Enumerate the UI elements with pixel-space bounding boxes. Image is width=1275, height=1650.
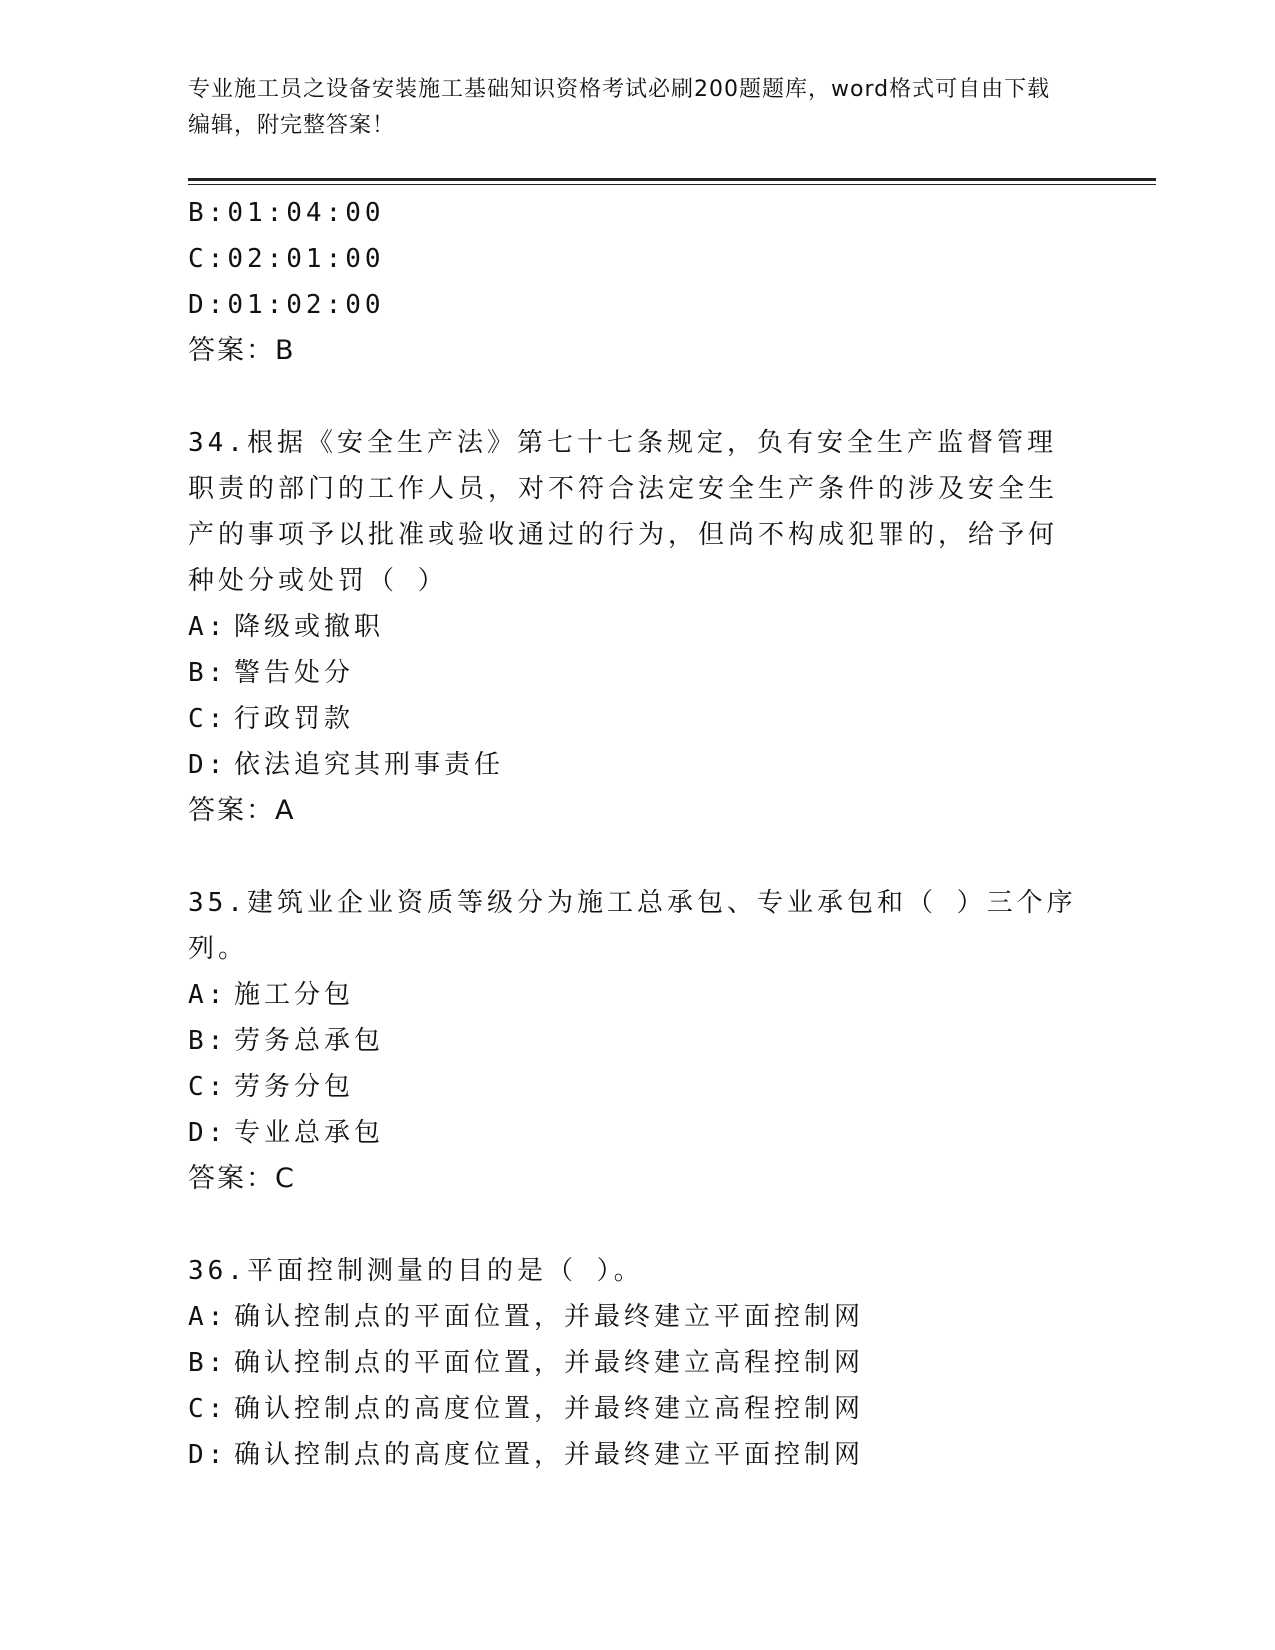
answer-line: 答案：A xyxy=(188,795,296,826)
option-d: D: 依法追究其刑事责任 xyxy=(188,750,505,780)
option-a: A: 降级或撤职 xyxy=(188,612,385,642)
option-b: B: 确认控制点的平面位置，并最终建立高程控制网 xyxy=(188,1348,865,1378)
question-stem: 36.平面控制测量的目的是（ ）。 xyxy=(188,1256,644,1286)
option-a: A: 确认控制点的平面位置，并最终建立平面控制网 xyxy=(188,1302,865,1332)
page-header: 专业施工员之设备安装施工基础知识资格考试必刷200题题库，word格式可自由下载编辑，附完整答案！ xyxy=(188,77,1051,138)
header-rule-thick xyxy=(188,178,1156,181)
question-34 xyxy=(188,420,1078,834)
option-c: C:02:01:00 xyxy=(188,244,385,274)
option-d: D:01:02:00 xyxy=(188,290,385,320)
question-35 xyxy=(188,880,1078,1202)
option-b: B: 劳务总承包 xyxy=(188,1026,385,1056)
prev-question xyxy=(188,190,1078,374)
question-36 xyxy=(188,1248,1078,1478)
answer-line: 答案：C xyxy=(188,1163,296,1194)
option-d: D: 确认控制点的高度位置，并最终建立平面控制网 xyxy=(188,1440,865,1470)
question-stem: 34.根据《安全生产法》第七十七条规定，负有安全生产监督管理职责的部门的工作人员，对不符合法定安全生产条件的涉及安全生产的事项予以批准或验收通过的行为，但尚不构成犯罪的，给予何种处分或处罚（ ） xyxy=(188,428,1059,596)
spacer xyxy=(188,1202,1078,1248)
answer-line: 答案：B xyxy=(188,335,296,366)
option-c: C: 行政罚款 xyxy=(188,704,355,734)
option-d: D: 专业总承包 xyxy=(188,1118,385,1148)
option-c: C: 确认控制点的高度位置，并最终建立高程控制网 xyxy=(188,1394,865,1424)
spacer xyxy=(188,834,1078,880)
option-a: A: 施工分包 xyxy=(188,980,355,1010)
option-b: B:01:04:00 xyxy=(188,198,385,228)
spacer xyxy=(188,374,1078,420)
option-c: C: 劳务分包 xyxy=(188,1072,355,1102)
question-list xyxy=(188,190,1078,1478)
question-stem: 35.建筑业企业资质等级分为施工总承包、专业承包和（ ）三个序列。 xyxy=(188,888,1077,964)
header-rule-thin xyxy=(188,184,1156,185)
option-b: B: 警告处分 xyxy=(188,658,355,688)
